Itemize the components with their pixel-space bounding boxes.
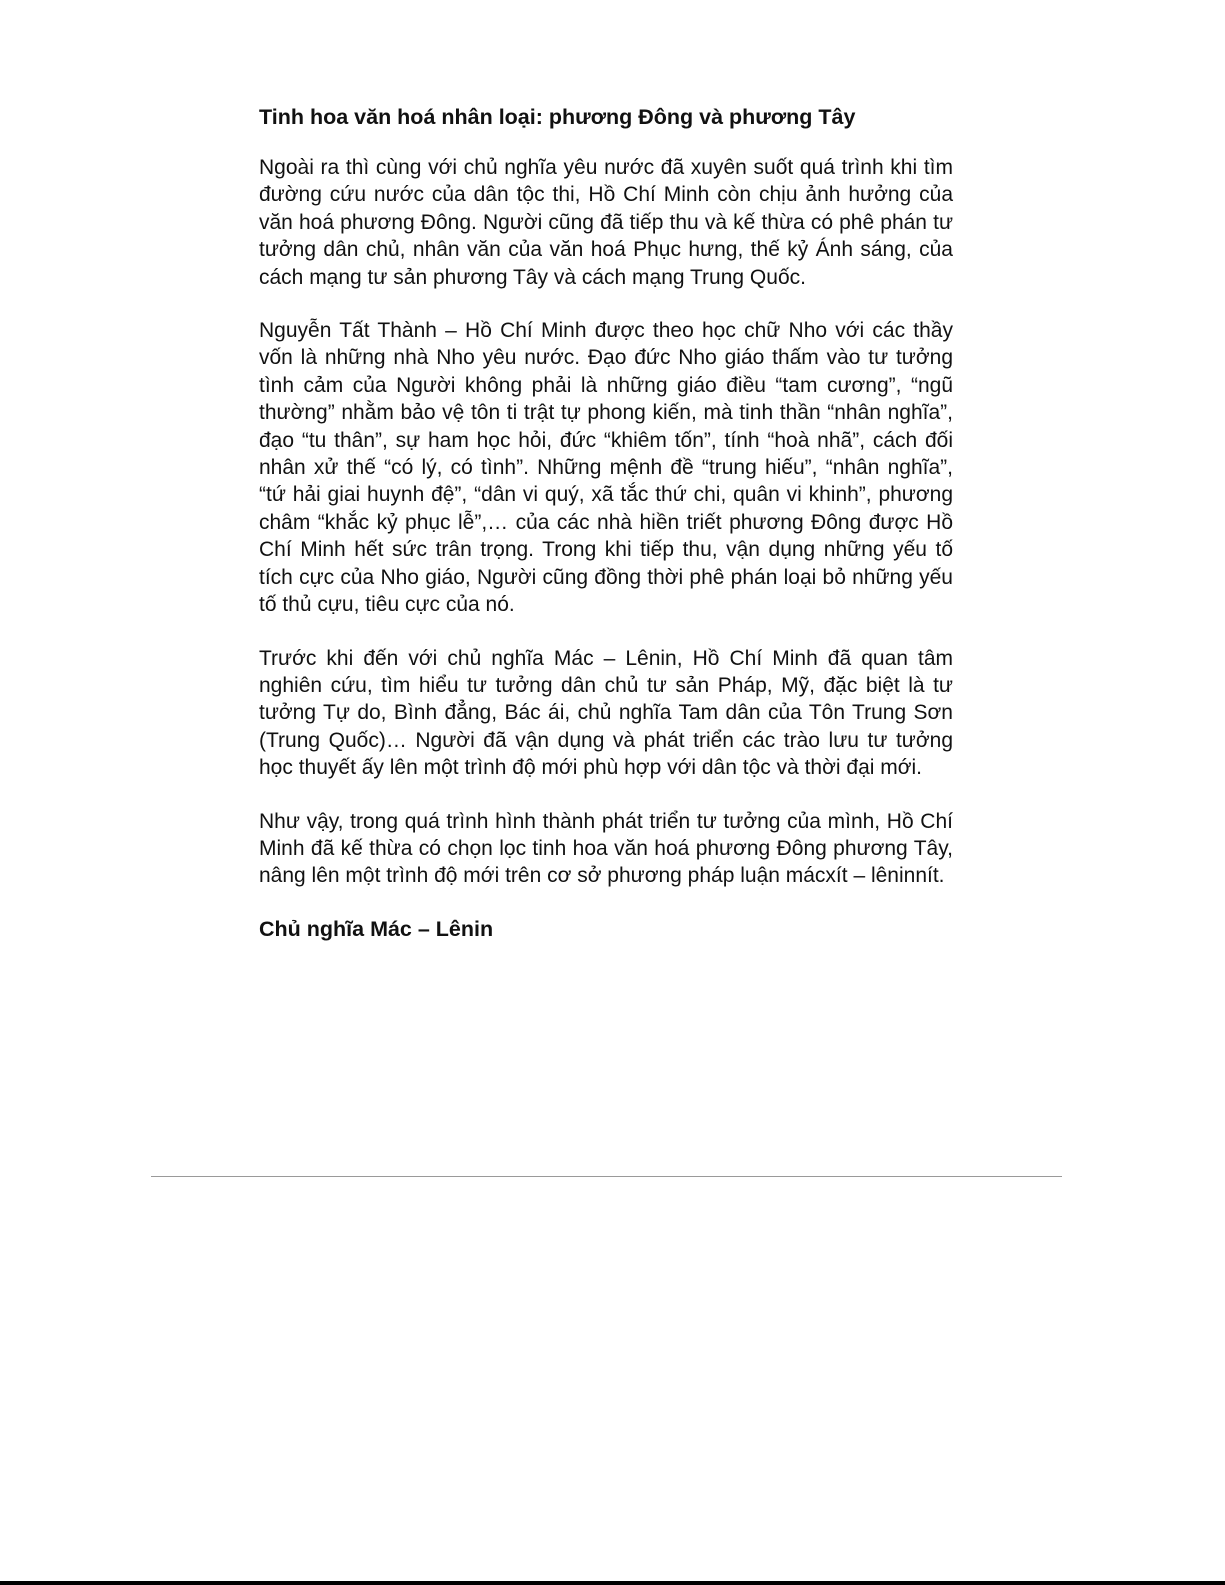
paragraph: Nguyễn Tất Thành – Hồ Chí Minh được theo học chữ Nho với các thầy vốn là những nhà Nho yêu nước. Đạo đức Nho giáo thấm vào tư tưởng tình cảm của Người không phải là những giáo điều “tam cương”, “ngũ thường” nhằm bảo vệ tôn ti trật tự phong kiến, mà tinh thần “nhân nghĩa”, đạo “tu thân”, sự ham học hỏi, đức “khiêm tốn”, tính “hoà nhã”, cách đối nhân xử thế “có lý, có tình”. Những mệnh đề “trung hiếu”, “nhân nghĩa”, “tứ hải giai huynh đệ”, “dân vi quý, xã tắc thứ chi, quân vi khinh”, phương châm “khắc kỷ phục lễ”,… của các nhà hiền triết phương Đông được Hồ Chí Minh hết sức trân trọng. Trong khi tiếp thu, vận dụng những yếu tố tích cực của Nho giáo, Người cũng đồng thời phê phán loại bỏ những yếu tố thủ cựu, tiêu cực của nó. [259,319,953,617]
bottom-border [0,1581,1225,1585]
section-heading: Chủ nghĩa Mác – Lênin [259,916,494,941]
page-separator [151,1176,1062,1177]
section-heading: Tinh hoa văn hoá nhân loại: phương Đông và phương Tây [259,105,856,129]
paragraph: Ngoài ra thì cùng với chủ nghĩa yêu nước đã xuyên suốt quá trình khi tìm đường cứu nước của dân tộc thi, Hồ Chí Minh còn chịu ảnh hưởng của văn hoá phương Đông. Người cũng đã tiếp thu và kế thừa có phê phán tư tưởng dân chủ, nhân văn của văn hoá Phục hưng, thế kỷ Ánh sáng, của cách mạng tư sản phương Tây và cách mạng Trung Quốc. [259,156,953,289]
document-page [259,104,953,966]
paragraph: Trước khi đến với chủ nghĩa Mác – Lênin, Hồ Chí Minh đã quan tâm nghiên cứu, tìm hiểu tư tưởng dân chủ tư sản Pháp, Mỹ, đặc biệt là tư tưởng Tự do, Bình đẳng, Bác ái, chủ nghĩa Tam dân của Tôn Trung Sơn (Trung Quốc)… Người đã vận dụng và phát triển các trào lưu tư tưởng học thuyết ấy lên một trình độ mới phù hợp với dân tộc và thời đại mới. [259,646,953,780]
paragraph: Như vậy, trong quá trình hình thành phát triển tư tưởng của mình, Hồ Chí Minh đã kế thừa có chọn lọc tinh hoa văn hoá phương Đông phương Tây, nâng lên một trình độ mới trên cơ sở phương pháp luận mácxít – lêninnít. [259,809,953,888]
